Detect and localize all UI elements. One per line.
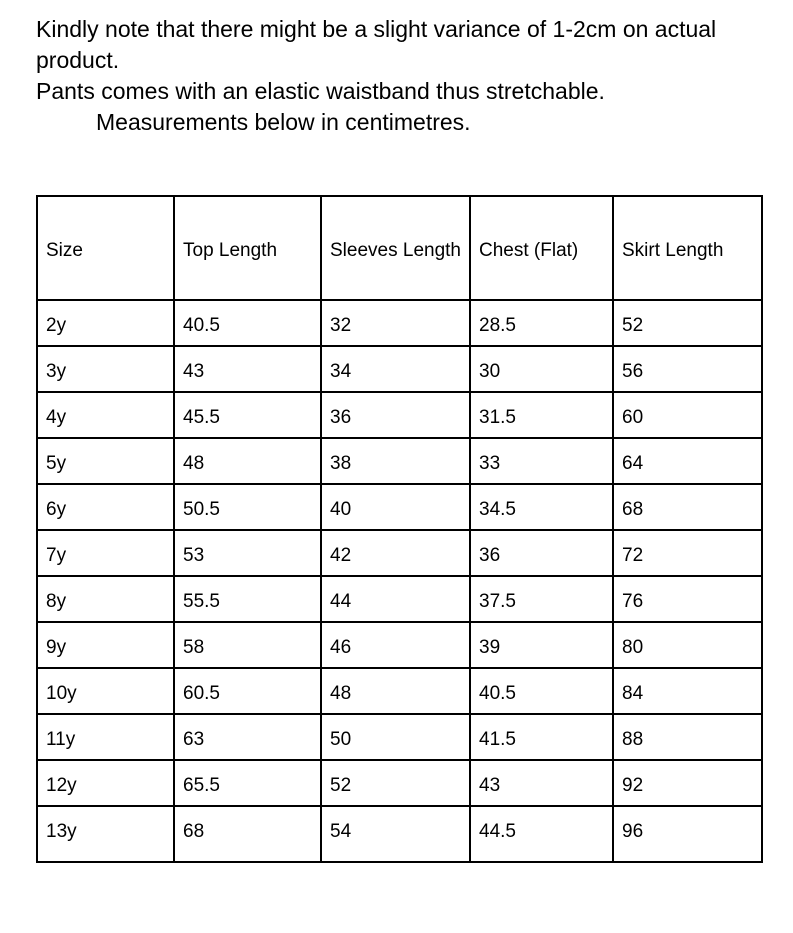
cell-chest-flat: 28.5 (470, 300, 613, 346)
cell-skirt-length: 56 (613, 346, 762, 392)
cell-chest-flat: 31.5 (470, 392, 613, 438)
cell-chest-flat: 36 (470, 530, 613, 576)
cell-size: 5y (37, 438, 174, 484)
cell-top-length: 68 (174, 806, 321, 862)
cell-skirt-length: 72 (613, 530, 762, 576)
cell-sleeves-length: 52 (321, 760, 470, 806)
cell-skirt-length: 52 (613, 300, 762, 346)
cell-size: 8y (37, 576, 174, 622)
cell-skirt-length: 68 (613, 484, 762, 530)
header-top-length: Top Length (174, 196, 321, 300)
cell-skirt-length: 80 (613, 622, 762, 668)
cell-chest-flat: 44.5 (470, 806, 613, 862)
cell-skirt-length: 64 (613, 438, 762, 484)
table-row (37, 668, 762, 714)
notes (36, 14, 766, 138)
note-units: Measurements below in centimetres. (96, 109, 471, 135)
cell-chest-flat: 41.5 (470, 714, 613, 760)
cell-size: 9y (37, 622, 174, 668)
cell-sleeves-length: 36 (321, 392, 470, 438)
table-row (37, 530, 762, 576)
header-skirt-length: Skirt Length (613, 196, 762, 300)
cell-top-length: 53 (174, 530, 321, 576)
cell-top-length: 45.5 (174, 392, 321, 438)
cell-skirt-length: 84 (613, 668, 762, 714)
note-variance: Kindly note that there might be a slight variance of 1-2cm on actual product. (36, 16, 717, 73)
header-sleeves-length: Sleeves Length (321, 196, 470, 300)
cell-sleeves-length: 40 (321, 484, 470, 530)
cell-chest-flat: 37.5 (470, 576, 613, 622)
table-row (37, 300, 762, 346)
header-chest-flat: Chest (Flat) (470, 196, 613, 300)
cell-chest-flat: 39 (470, 622, 613, 668)
cell-size: 6y (37, 484, 174, 530)
header-size: Size (37, 196, 174, 300)
cell-skirt-length: 76 (613, 576, 762, 622)
cell-sleeves-length: 48 (321, 668, 470, 714)
table-body (37, 300, 762, 862)
size-chart-table (36, 195, 763, 863)
cell-sleeves-length: 34 (321, 346, 470, 392)
table-header-row (37, 196, 762, 300)
cell-sleeves-length: 50 (321, 714, 470, 760)
table-row (37, 438, 762, 484)
cell-size: 10y (37, 668, 174, 714)
cell-sleeves-length: 32 (321, 300, 470, 346)
cell-sleeves-length: 46 (321, 622, 470, 668)
cell-top-length: 65.5 (174, 760, 321, 806)
table-row (37, 392, 762, 438)
cell-top-length: 63 (174, 714, 321, 760)
cell-sleeves-length: 54 (321, 806, 470, 862)
cell-chest-flat: 33 (470, 438, 613, 484)
cell-top-length: 50.5 (174, 484, 321, 530)
table-row (37, 760, 762, 806)
cell-top-length: 60.5 (174, 668, 321, 714)
table-row (37, 346, 762, 392)
cell-size: 7y (37, 530, 174, 576)
cell-sleeves-length: 38 (321, 438, 470, 484)
note-waistband: Pants comes with an elastic waistband thus stretchable. (36, 78, 605, 104)
cell-sleeves-length: 44 (321, 576, 470, 622)
cell-size: 4y (37, 392, 174, 438)
cell-size: 12y (37, 760, 174, 806)
cell-top-length: 48 (174, 438, 321, 484)
cell-skirt-length: 60 (613, 392, 762, 438)
cell-size: 3y (37, 346, 174, 392)
table-row (37, 806, 762, 862)
cell-skirt-length: 92 (613, 760, 762, 806)
cell-top-length: 43 (174, 346, 321, 392)
cell-chest-flat: 43 (470, 760, 613, 806)
table-row (37, 622, 762, 668)
cell-skirt-length: 96 (613, 806, 762, 862)
cell-top-length: 40.5 (174, 300, 321, 346)
cell-chest-flat: 34.5 (470, 484, 613, 530)
cell-size: 2y (37, 300, 174, 346)
cell-size: 13y (37, 806, 174, 862)
table-row (37, 484, 762, 530)
cell-size: 11y (37, 714, 174, 760)
cell-sleeves-length: 42 (321, 530, 470, 576)
table-row (37, 576, 762, 622)
cell-chest-flat: 40.5 (470, 668, 613, 714)
cell-top-length: 55.5 (174, 576, 321, 622)
table-row (37, 714, 762, 760)
cell-chest-flat: 30 (470, 346, 613, 392)
cell-top-length: 58 (174, 622, 321, 668)
cell-skirt-length: 88 (613, 714, 762, 760)
